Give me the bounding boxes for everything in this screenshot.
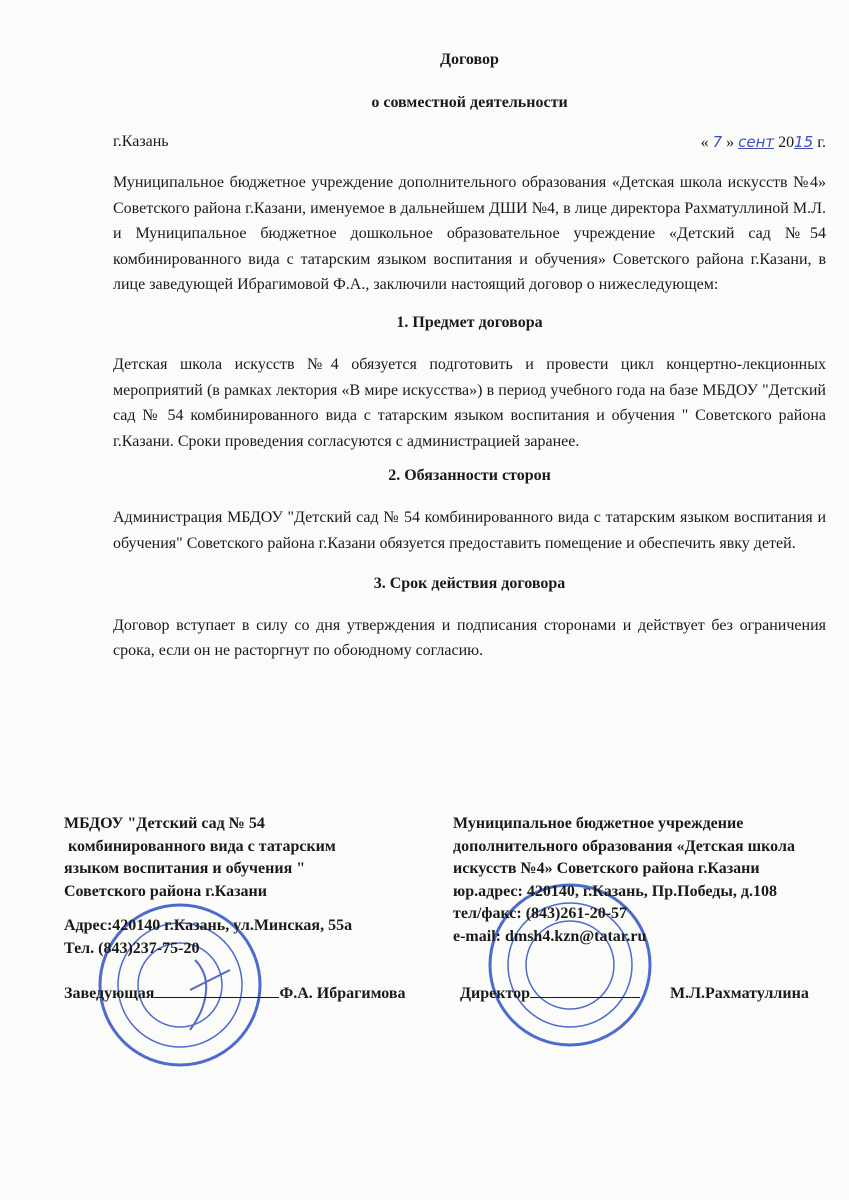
date-month: сент — [738, 133, 775, 151]
intro-paragraph: Муниципальное бюджетное учреждение дополнительного образования «Детская школа искусств №4» Советского района г.Казани, именуемое в дальнейшем ДШИ №4, в лице директора Рахматуллиной М.Л. и Муниципальное бюджетное дошкольное образовательное учреждение «Детский сад №54 комбинированного вида с татарским языком воспитания и обучения» Советского района г.Казани, в лице заведующей Ибрагимовой Ф.А., заключили настоящий договор о нижеследующем: — [113, 174, 826, 294]
section-text: Детская школа искусств №4 обязуется подготовить и провести цикл концертно-лекционных мероприятий (в рамках лектория «В мире искусства») в период учебного года на базе МБДОУ "Детский сад № 54 комбинированного вида с татарским языком воспитания и обучения " Советского района г.Казани. Сроки проведения согласуются с администрацией заранее. — [113, 355, 826, 450]
document-title: Договор — [440, 51, 499, 68]
left-party-details: МБДОУ "Детский сад № 54 комбинированного вида с татарским языком воспитания и обучения " Советского района г.Казани Адрес:420140 г.Казань, ул.Минская, 55а Тел. (843)237-75-20 — [64, 813, 352, 960]
city-date-row — [113, 133, 826, 152]
right-party-details: Муниципальное бюджетное учреждение дополнительного образования «Детская школа искусств №4» Советского района г.Казани юр.адрес: 420140, г.Казань, Пр.Победы, д.108 тел/факс: (843)261-20-57 e-mail: dmsh4.kzn@tatar.ru — [453, 813, 795, 948]
right-email: e-mail: dmsh4.kzn@tatar.ru — [453, 927, 647, 945]
section-heading: 3. Срок действия договора — [373, 574, 566, 592]
right-address: юр.адрес: 420140, г.Казань, Пр.Победы, д.108 — [453, 882, 777, 900]
left-address: Адрес:420140 г.Казань, ул.Минская, 55а — [64, 917, 353, 934]
section-heading: 2. Обязанности сторон — [388, 467, 551, 485]
left-signature-line: Заведующая Ф.А. Ибрагимова — [64, 985, 406, 1002]
section-heading: 1. Предмет договора — [396, 313, 543, 331]
date-day: 7 — [712, 133, 723, 151]
document-subtitle: о совместной деятельности — [371, 94, 568, 111]
date: « 7 » сент 2015 г. — [700, 133, 826, 151]
section-text: Администрация МБДОУ "Детский сад № 54 комбинированного вида с татарским языком воспитания и обучения" Советского района г.Казани обязуется предоставить помещение и обеспечить явку детей. — [113, 509, 826, 552]
right-signature-line: Директор М.Л.Рахматуллина — [460, 985, 809, 1002]
right-phone: тел/факс: (843)261-20-57 — [453, 905, 628, 922]
left-phone: Тел. (843)237-75-20 — [64, 939, 200, 957]
city: г.Казань — [113, 133, 169, 150]
contract-body — [113, 51, 826, 664]
date-year: 15 — [794, 133, 814, 151]
section-text: Договор вступает в силу со дня утверждения и подписания сторонами и действует без ограничения срока, если он не расторгнут по обоюдному согласию. — [113, 616, 826, 660]
